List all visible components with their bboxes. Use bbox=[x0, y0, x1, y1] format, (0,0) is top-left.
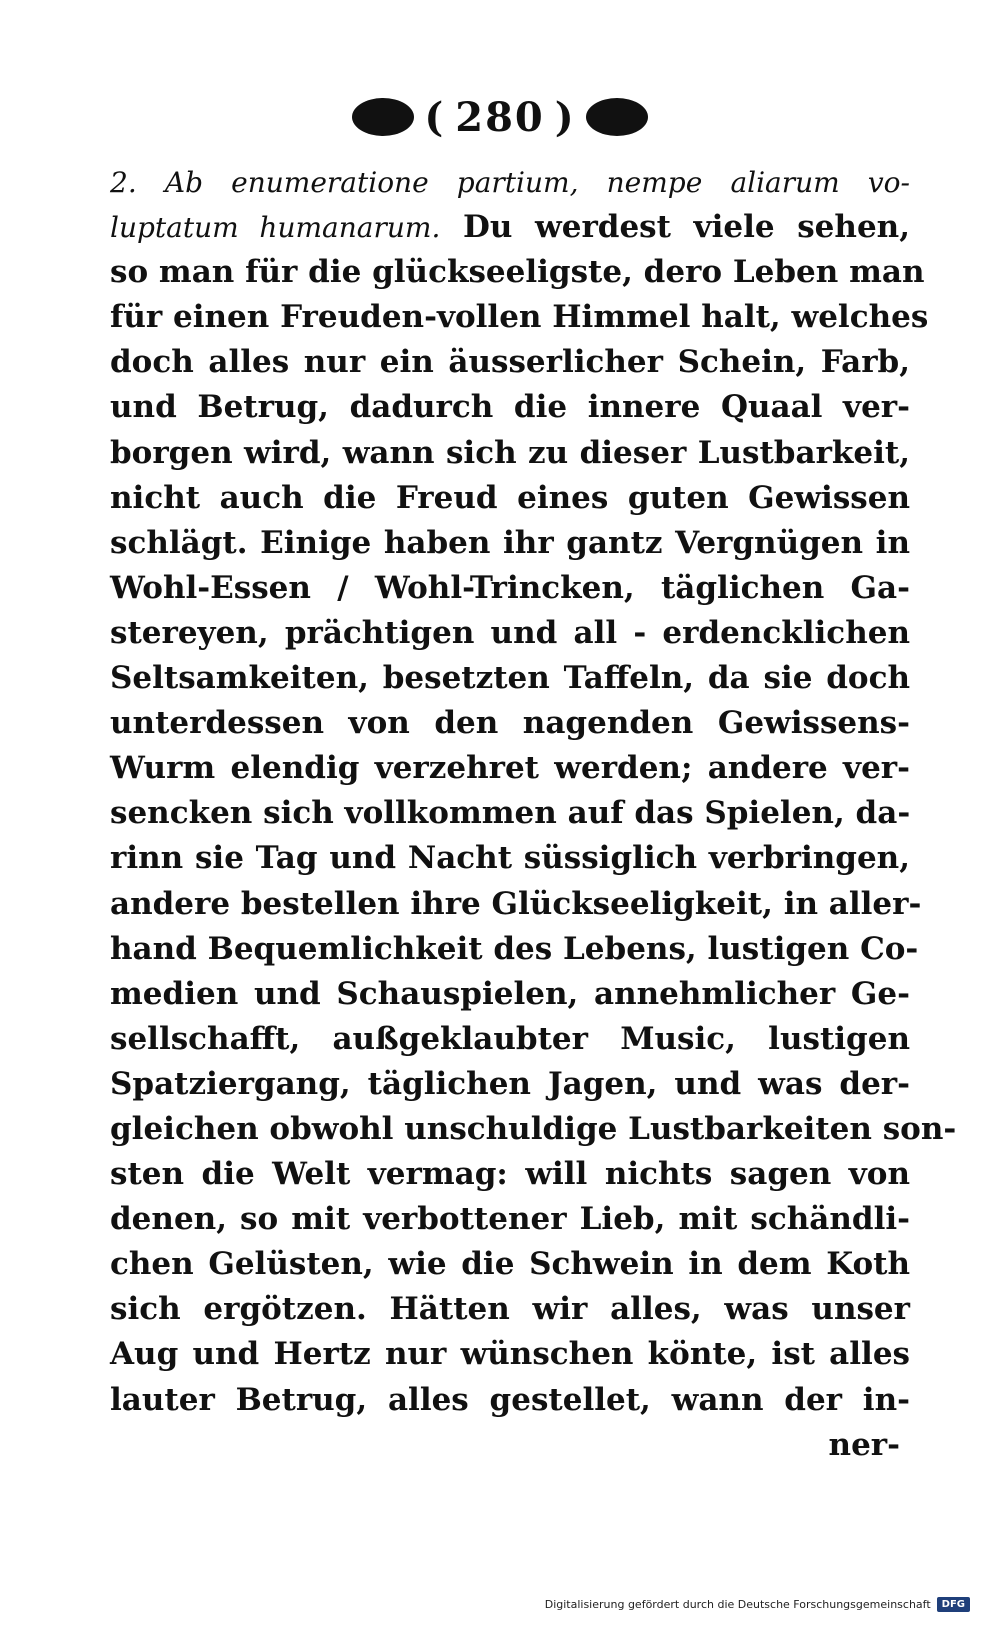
text-line: andere bestellen ihre Glückseeligkeit, in aller- bbox=[110, 885, 922, 922]
text-line: Wurm elendig verzehret werden; andere ver- bbox=[110, 750, 910, 787]
latin-phrase: 2. Ab enumeratione partium, nempe aliarum vo- bbox=[110, 166, 910, 199]
text-line: sten die Welt vermag: will nichts sagen von bbox=[110, 1156, 910, 1193]
text-line: für einen Freuden-vollen Himmel halt, welches bbox=[110, 299, 929, 336]
footer-text: Digitalisierung gefördert durch die Deutsche Forschungsgemeinschaft bbox=[544, 1598, 931, 1611]
line-text: Du werdest viele sehen, bbox=[462, 209, 910, 246]
text-line: sellschafft, außgeklaubter Music, lustigen bbox=[110, 1020, 910, 1057]
text-line: so man für die glückseeligste, dero Leben man bbox=[110, 254, 925, 291]
text-line: denen, so mit verbottener Lieb, mit schändli- bbox=[110, 1201, 910, 1238]
text-line: nicht auch die Freud eines guten Gewissen bbox=[110, 479, 910, 516]
text-line: sich ergötzen. Hätten wir alles, was unser bbox=[110, 1291, 910, 1328]
text-line: Spatziergang, täglichen Jagen, und was der- bbox=[110, 1065, 910, 1102]
text-line bbox=[110, 205, 910, 250]
left-ornament bbox=[352, 98, 414, 136]
text-line: Aug und Hertz nur wünschen könte, ist alles bbox=[110, 1336, 910, 1373]
text-line bbox=[110, 160, 910, 205]
page-header-left-bracket: ( bbox=[424, 93, 446, 141]
text-line: Seltsamkeiten, besetzten Taffeln, da sie doch bbox=[110, 660, 910, 697]
page-number: 280 bbox=[455, 93, 545, 141]
text-line: lauter Betrug, alles gestellet, wann der in- bbox=[110, 1381, 910, 1418]
body-text bbox=[110, 160, 957, 1468]
text-line: sencken sich vollkommen auf das Spielen, da- bbox=[110, 795, 911, 832]
catchword: ner- bbox=[828, 1426, 900, 1463]
text-line: und Betrug, dadurch die innere Quaal ver- bbox=[110, 389, 910, 426]
text-line: hand Bequemlichkeit des Lebens, lustigen Co- bbox=[110, 930, 919, 967]
digitization-footer bbox=[545, 1597, 970, 1612]
latin-phrase: luptatum humanarum. bbox=[110, 211, 441, 245]
text-line: borgen wird, wann sich zu dieser Lustbarkeit, bbox=[110, 434, 910, 471]
page-header-right-bracket: ) bbox=[554, 93, 576, 141]
text-line: gleichen obwohl unschuldige Lustbarkeiten son- bbox=[110, 1110, 957, 1147]
text-line: doch alles nur ein äusserlicher Schein, Farb, bbox=[110, 344, 910, 381]
text-line: unterdessen von den nagenden Gewissens- bbox=[110, 705, 910, 742]
text-line: stereyen, prächtigen und all - erdencklichen bbox=[110, 614, 910, 651]
text-line: medien und Schauspielen, annehmlicher Ge- bbox=[110, 975, 910, 1012]
right-ornament bbox=[586, 98, 648, 136]
dfg-logo: DFG bbox=[937, 1597, 970, 1612]
text-line: rinn sie Tag und Nacht süssiglich verbringen, bbox=[110, 840, 910, 877]
page-header bbox=[0, 92, 1000, 142]
text-line: schlägt. Einige haben ihr gantz Vergnügen in bbox=[110, 524, 910, 561]
text-line: Wohl-Essen / Wohl-Trincken, täglichen Ga- bbox=[110, 569, 910, 606]
text-line: chen Gelüsten, wie die Schwein in dem Koth bbox=[110, 1246, 910, 1283]
